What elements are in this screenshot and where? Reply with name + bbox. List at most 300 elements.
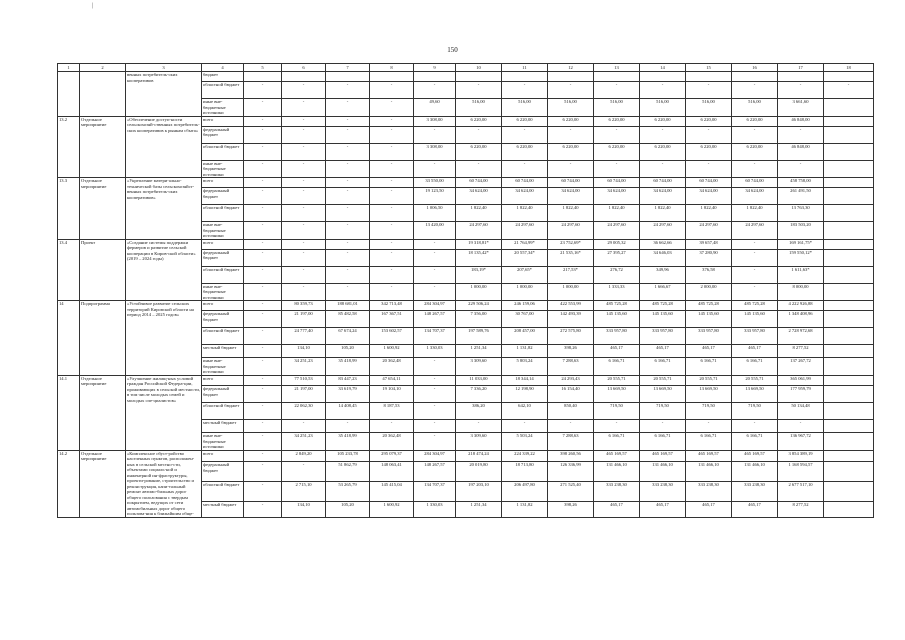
amount-cell: 719,50 (732, 403, 778, 420)
amount-cell: - (282, 178, 326, 188)
amount-cell: - (244, 249, 282, 266)
amount-cell: 1 822,40 (548, 205, 594, 222)
amount-cell: 719,50 (640, 403, 686, 420)
amount-cell: - (244, 311, 282, 328)
amount-cell: - (732, 266, 778, 283)
amount-cell (824, 301, 874, 311)
amount-cell: 1 000,00 (502, 283, 548, 301)
amount-cell: 333 957,80 (732, 328, 778, 345)
column-header: 7 (326, 64, 370, 72)
amount-cell (778, 72, 824, 82)
amount-cell: - (456, 160, 502, 178)
amount-cell: - (244, 266, 282, 283)
amount-cell: 13 669,50 (594, 386, 640, 403)
amount-cell (456, 72, 502, 82)
amount-cell: 465,17 (640, 502, 686, 517)
amount-cell: 47 654,11 (370, 375, 414, 385)
amount-cell: - (244, 403, 282, 420)
amount-cell: - (326, 160, 370, 178)
amount-cell: 2 849,20 (282, 450, 326, 462)
amount-cell: 6 220,00 (594, 116, 640, 126)
amount-cell: - (244, 502, 282, 517)
amount-cell: - (244, 420, 282, 433)
amount-cell: - (282, 143, 326, 160)
amount-cell: - (326, 266, 370, 283)
amount-cell: - (594, 160, 640, 178)
amount-cell (640, 72, 686, 82)
amount-cell: - (244, 143, 282, 160)
amount-cell: - (244, 386, 282, 403)
column-header: 3 (126, 64, 202, 72)
amount-cell (824, 126, 874, 143)
amount-cell: 46 848,00 (778, 116, 824, 126)
amount-cell: - (282, 283, 326, 301)
amount-cell: 3 309,60 (456, 433, 502, 451)
amount-cell: - (686, 420, 732, 433)
amount-cell: 485 725,28 (640, 301, 686, 311)
amount-cell (370, 72, 414, 82)
amount-cell: - (414, 160, 456, 178)
amount-cell: - (244, 160, 282, 178)
column-header: 12 (548, 64, 594, 72)
amount-cell: 465 169,57 (594, 450, 640, 462)
amount-cell: - (370, 82, 414, 99)
amount-cell: 33 619,79 (326, 386, 370, 403)
amount-cell: 465,17 (594, 345, 640, 358)
row-type-cell: Отдельное мероприятие (80, 450, 126, 517)
amount-cell: 6 166,71 (732, 433, 778, 451)
amount-cell: 34 624,00 (456, 188, 502, 205)
amount-cell (824, 266, 874, 283)
amount-cell: 60 744,00 (548, 178, 594, 188)
amount-cell: - (778, 420, 824, 433)
amount-cell: 1 006,50 (414, 205, 456, 222)
amount-cell: 80 359,73 (282, 301, 326, 311)
amount-cell: 6 166,71 (640, 358, 686, 376)
amount-cell: 27 395,27 (594, 249, 640, 266)
amount-cell: 465,17 (686, 345, 732, 358)
amount-cell: 208 457,00 (502, 328, 548, 345)
amount-cell: - (548, 420, 594, 433)
amount-cell: 24 297,60 (456, 222, 502, 240)
row-number-cell: 13.2 (58, 116, 80, 178)
amount-cell: 246 159,06 (502, 301, 548, 311)
amount-cell: 8 000,00 (778, 283, 824, 301)
amount-cell: 349,96 (640, 266, 686, 283)
amount-cell (594, 72, 640, 82)
amount-cell: 13 669,50 (640, 386, 686, 403)
amount-cell: 284 304,97 (414, 301, 456, 311)
amount-cell (326, 72, 370, 82)
column-header: 11 (502, 64, 548, 72)
amount-cell: 516,00 (686, 99, 732, 117)
amount-cell: 1 131,82 (502, 345, 548, 358)
amount-cell: 24 297,60 (640, 222, 686, 240)
amount-cell: 6 220,00 (456, 143, 502, 160)
amount-cell: - (456, 82, 502, 99)
amount-cell: 1 168 594,57 (778, 462, 824, 482)
amount-cell (732, 72, 778, 82)
amount-cell: - (244, 239, 282, 249)
amount-cell: 206 497,80 (502, 482, 548, 502)
amount-cell: 23 752,69* (548, 239, 594, 249)
amount-cell: - (594, 82, 640, 99)
amount-cell: 218 474,24 (456, 450, 502, 462)
amount-cell (824, 386, 874, 403)
amount-cell: - (326, 222, 370, 240)
amount-cell (824, 375, 874, 385)
amount-cell: 2 677 517,10 (778, 482, 824, 502)
amount-cell: 1 251,34 (456, 502, 502, 517)
amount-cell: 83 447,23 (326, 375, 370, 385)
amount-cell: 516,00 (502, 99, 548, 117)
amount-cell: - (594, 126, 640, 143)
row-title-cell: венных потребитель-ских кооперативов (126, 72, 202, 117)
funding-source-cell: местный бюджет (202, 502, 244, 517)
amount-cell (548, 72, 594, 82)
amount-cell: 131 466,10 (686, 462, 732, 482)
amount-cell: 7 288,63 (548, 358, 594, 376)
amount-cell: 6 220,00 (548, 116, 594, 126)
amount-cell: 34 646,03 (640, 249, 686, 266)
amount-cell (282, 72, 326, 82)
amount-cell: 177 959,79 (778, 386, 824, 403)
amount-cell: 719,50 (594, 403, 640, 420)
amount-cell: - (370, 178, 414, 188)
amount-cell: 516,00 (456, 99, 502, 117)
amount-cell: - (414, 375, 456, 385)
amount-cell: 333 957,80 (594, 328, 640, 345)
amount-cell: - (686, 126, 732, 143)
amount-cell: 3 661,60 (778, 99, 824, 117)
amount-cell: - (282, 266, 326, 283)
amount-cell: 21 197,00 (282, 311, 326, 328)
amount-cell: - (414, 82, 456, 99)
funding-source-cell: федеральный бюджет (202, 462, 244, 482)
amount-cell: 5 803,24 (502, 358, 548, 376)
amount-cell: 3 309,60 (456, 358, 502, 376)
amount-cell: 50 134,48 (778, 403, 824, 420)
amount-cell: 21 197,00 (282, 386, 326, 403)
amount-cell: 13 669,50 (732, 386, 778, 403)
amount-cell: 284 304,97 (414, 450, 456, 462)
amount-cell: - (370, 143, 414, 160)
table-row (58, 375, 874, 385)
amount-cell: - (370, 222, 414, 240)
row-number-cell: 14.1 (58, 375, 80, 450)
amount-cell: 53 265,79 (326, 482, 370, 502)
amount-cell: 465,17 (594, 502, 640, 517)
amount-cell: 516,00 (594, 99, 640, 117)
column-header: 4 (202, 64, 244, 72)
amount-cell: 229 506,24 (456, 301, 502, 311)
amount-cell: 134 707,37 (414, 482, 456, 502)
amount-cell: - (244, 178, 282, 188)
amount-cell: 105,20 (326, 345, 370, 358)
amount-cell: - (686, 82, 732, 99)
amount-cell: - (282, 239, 326, 249)
amount-cell: 24 297,60 (732, 222, 778, 240)
amount-cell: - (244, 328, 282, 345)
table-row (58, 72, 874, 82)
amount-cell: - (282, 249, 326, 266)
column-header: 14 (640, 64, 686, 72)
column-header: 8 (370, 64, 414, 72)
amount-cell: 21 764,99* (502, 239, 548, 249)
amount-cell: 60 744,00 (686, 178, 732, 188)
amount-cell: - (370, 266, 414, 283)
funding-source-cell: всего (202, 375, 244, 385)
row-number-cell: 13.3 (58, 178, 80, 240)
row-title-cell: «Улучшение жилищ-ных условий граждан Российской Федера-ции, проживающих в сельской местности, в том числе молодых семей и молодых спе-циалистов» (126, 375, 202, 450)
amount-cell: 20 362,48 (370, 358, 414, 376)
amount-cell: 6 220,00 (548, 143, 594, 160)
amount-cell: 13 669,50 (686, 386, 732, 403)
amount-cell: 6 220,00 (502, 116, 548, 126)
amount-cell (824, 450, 874, 462)
amount-cell: 516,00 (732, 99, 778, 117)
amount-cell: 1 330,03 (414, 502, 456, 517)
amount-cell: 465,17 (640, 345, 686, 358)
row-number-cell: 14.2 (58, 450, 80, 517)
amount-cell: 271 525,40 (548, 482, 594, 502)
amount-cell: 295 079,37 (370, 450, 414, 462)
row-type-cell: Отдельное мероприятие (80, 178, 126, 240)
amount-cell: - (456, 420, 502, 433)
funding-source-cell: местный бюджет (202, 345, 244, 358)
amount-cell: 485 725,28 (594, 301, 640, 311)
amount-cell: - (548, 160, 594, 178)
amount-cell: - (732, 420, 778, 433)
amount-cell: 167 367,51 (370, 311, 414, 328)
amount-cell: 60 744,00 (502, 178, 548, 188)
amount-cell: 3 308,00 (414, 143, 456, 160)
amount-cell: 376,58 (686, 266, 732, 283)
amount-cell: 6 166,71 (640, 433, 686, 451)
amount-cell: 136 967,72 (778, 433, 824, 451)
amount-cell: 7 356,00 (456, 311, 502, 328)
amount-cell: 30 767,00 (502, 311, 548, 328)
amount-cell: 465,17 (732, 345, 778, 358)
amount-cell: 34 251,23 (282, 358, 326, 376)
amount-cell: - (326, 205, 370, 222)
table-row (58, 450, 874, 462)
amount-cell: 34 624,00 (594, 188, 640, 205)
amount-cell: - (414, 249, 456, 266)
amount-cell: 18 344,14 (502, 375, 548, 385)
amount-cell (244, 72, 282, 82)
amount-cell: 33 550,00 (414, 178, 456, 188)
funding-source-cell: областной бюджет (202, 82, 244, 99)
funding-table-wrapper (57, 63, 853, 518)
amount-cell: - (640, 160, 686, 178)
amount-cell: 19 104,10 (370, 386, 414, 403)
amount-cell: 398,26 (548, 345, 594, 358)
amount-cell: 1 333,33 (594, 283, 640, 301)
amount-cell: - (282, 82, 326, 99)
amount-cell: - (282, 420, 326, 433)
row-number-cell (58, 72, 80, 117)
amount-cell: - (244, 99, 282, 117)
amount-cell: - (370, 99, 414, 117)
amount-cell (824, 358, 874, 376)
amount-cell: 3 854 389,19 (778, 450, 824, 462)
amount-cell (824, 311, 874, 328)
row-title-cell: «Укрепление матери-ально-технической базы сельскохозяйст-венных потребитель-ских кооперативов» (126, 178, 202, 240)
amount-cell: 398,26 (548, 502, 594, 517)
amount-cell: 145 135,60 (594, 311, 640, 328)
amount-cell: 60 744,00 (732, 178, 778, 188)
funding-source-cell: областной бюджет (202, 328, 244, 345)
amount-cell: 485 725,28 (686, 301, 732, 311)
amount-cell: 126 336,99 (548, 462, 594, 482)
amount-cell: 34 251,23 (282, 433, 326, 451)
funding-source-cell: иные вне-бюджетные источники (202, 433, 244, 451)
funding-source-cell: всего (202, 178, 244, 188)
amount-cell: 24 297,60 (548, 222, 594, 240)
amount-cell: 20 362,48 (370, 433, 414, 451)
amount-cell: 19 318,81* (456, 239, 502, 249)
amount-cell: 1 822,40 (594, 205, 640, 222)
amount-cell: - (370, 188, 414, 205)
amount-cell: 145 135,60 (640, 311, 686, 328)
amount-cell: 333 238,30 (686, 482, 732, 502)
amount-cell (686, 72, 732, 82)
amount-cell: 6 166,71 (686, 358, 732, 376)
amount-cell: 6 220,00 (686, 116, 732, 126)
amount-cell: 217,53* (548, 266, 594, 283)
amount-cell: 148 267,57 (414, 462, 456, 482)
row-number-cell: 14 (58, 301, 80, 376)
funding-source-cell: федеральный бюджет (202, 311, 244, 328)
amount-cell: - (594, 420, 640, 433)
amount-cell: - (326, 178, 370, 188)
amount-cell: 333 238,30 (732, 482, 778, 502)
amount-cell: - (548, 82, 594, 99)
amount-cell: - (502, 126, 548, 143)
amount-cell: 20 555,71 (686, 375, 732, 385)
funding-source-cell: местный бюджет (202, 420, 244, 433)
amount-cell: 7 336,20 (456, 386, 502, 403)
amount-cell: 1 330,03 (414, 345, 456, 358)
amount-cell: 34 624,00 (548, 188, 594, 205)
amount-cell: - (282, 126, 326, 143)
funding-source-cell: бюджет (202, 72, 244, 82)
amount-cell: - (414, 386, 456, 403)
amount-cell: 105,20 (326, 502, 370, 517)
amount-cell: - (326, 126, 370, 143)
amount-cell: - (370, 420, 414, 433)
amount-cell: 386,20 (456, 403, 502, 420)
amount-cell: 6 166,71 (594, 433, 640, 451)
amount-cell: 1 000,00 (456, 283, 502, 301)
amount-cell: - (244, 222, 282, 240)
amount-cell (824, 462, 874, 482)
funding-table (57, 63, 874, 518)
amount-cell: 207,65* (502, 266, 548, 283)
amount-cell (824, 239, 874, 249)
funding-source-cell: федеральный бюджет (202, 249, 244, 266)
amount-cell: - (326, 420, 370, 433)
funding-source-cell: иные вне-бюджетные источники (202, 160, 244, 178)
amount-cell (824, 116, 874, 126)
amount-cell: - (414, 403, 456, 420)
funding-source-cell: всего (202, 301, 244, 311)
amount-cell: 224 339,22 (502, 450, 548, 462)
amount-cell: 6 220,00 (594, 143, 640, 160)
amount-cell: 1 822,40 (640, 205, 686, 222)
amount-cell: 24 777,40 (282, 328, 326, 345)
amount-cell: - (370, 116, 414, 126)
amount-cell: - (370, 205, 414, 222)
amount-cell: 2 000,00 (686, 283, 732, 301)
amount-cell: 1 611,63* (778, 266, 824, 283)
amount-cell: 276,72 (594, 266, 640, 283)
amount-cell: 105 233,78 (326, 450, 370, 462)
amount-cell: 333 957,80 (686, 328, 732, 345)
row-type-cell: Отдельное мероприятие (80, 375, 126, 450)
funding-source-cell: федеральный бюджет (202, 188, 244, 205)
amount-cell: 3 308,00 (414, 116, 456, 126)
amount-cell: 465,17 (686, 502, 732, 517)
amount-cell: - (640, 126, 686, 143)
amount-cell: - (778, 82, 824, 99)
row-title-cell: «Устойчивое развитие сельских территорий Кировской области на период 2014 – 2025 годов» (126, 301, 202, 376)
column-header: 9 (414, 64, 456, 72)
amount-cell: 1 666,67 (640, 283, 686, 301)
amount-cell: 24 297,60 (594, 222, 640, 240)
funding-source-cell: иные вне-бюджетные источники (202, 99, 244, 117)
amount-cell: - (282, 188, 326, 205)
amount-cell: - (326, 116, 370, 126)
amount-cell: 516,00 (640, 99, 686, 117)
amount-cell: 465 169,57 (686, 450, 732, 462)
amount-cell (824, 328, 874, 345)
row-type-cell: Проект (80, 239, 126, 301)
amount-cell: 183 503,20 (778, 222, 824, 240)
amount-cell: 850,40 (548, 403, 594, 420)
amount-cell: - (548, 126, 594, 143)
amount-cell (824, 403, 874, 420)
amount-cell: - (732, 239, 778, 249)
amount-cell: 145 135,60 (686, 311, 732, 328)
amount-cell: - (732, 283, 778, 301)
amount-cell: 719,50 (686, 403, 732, 420)
funding-source-cell: всего (202, 116, 244, 126)
amount-cell: - (824, 82, 874, 99)
funding-source-cell: всего (202, 239, 244, 249)
amount-cell: - (326, 283, 370, 301)
amount-cell (824, 482, 874, 502)
row-number-cell: 13.4 (58, 239, 80, 301)
column-header: 18 (824, 64, 874, 72)
amount-cell: - (640, 82, 686, 99)
row-type-cell: Подпрограмма (80, 301, 126, 376)
funding-source-cell: областной бюджет (202, 482, 244, 502)
amount-cell: 60 744,00 (594, 178, 640, 188)
amount-cell: 159 550,12* (778, 249, 824, 266)
amount-cell: 19 123,50 (414, 188, 456, 205)
amount-cell (824, 72, 874, 82)
funding-source-cell: областной бюджет (202, 266, 244, 283)
amount-cell: 333 957,80 (640, 328, 686, 345)
header-row (58, 64, 874, 72)
funding-source-cell: областной бюджет (202, 143, 244, 160)
amount-cell: 333 238,30 (594, 482, 640, 502)
amount-cell: - (244, 345, 282, 358)
funding-source-cell: федеральный бюджет (202, 386, 244, 403)
amount-cell: - (370, 283, 414, 301)
